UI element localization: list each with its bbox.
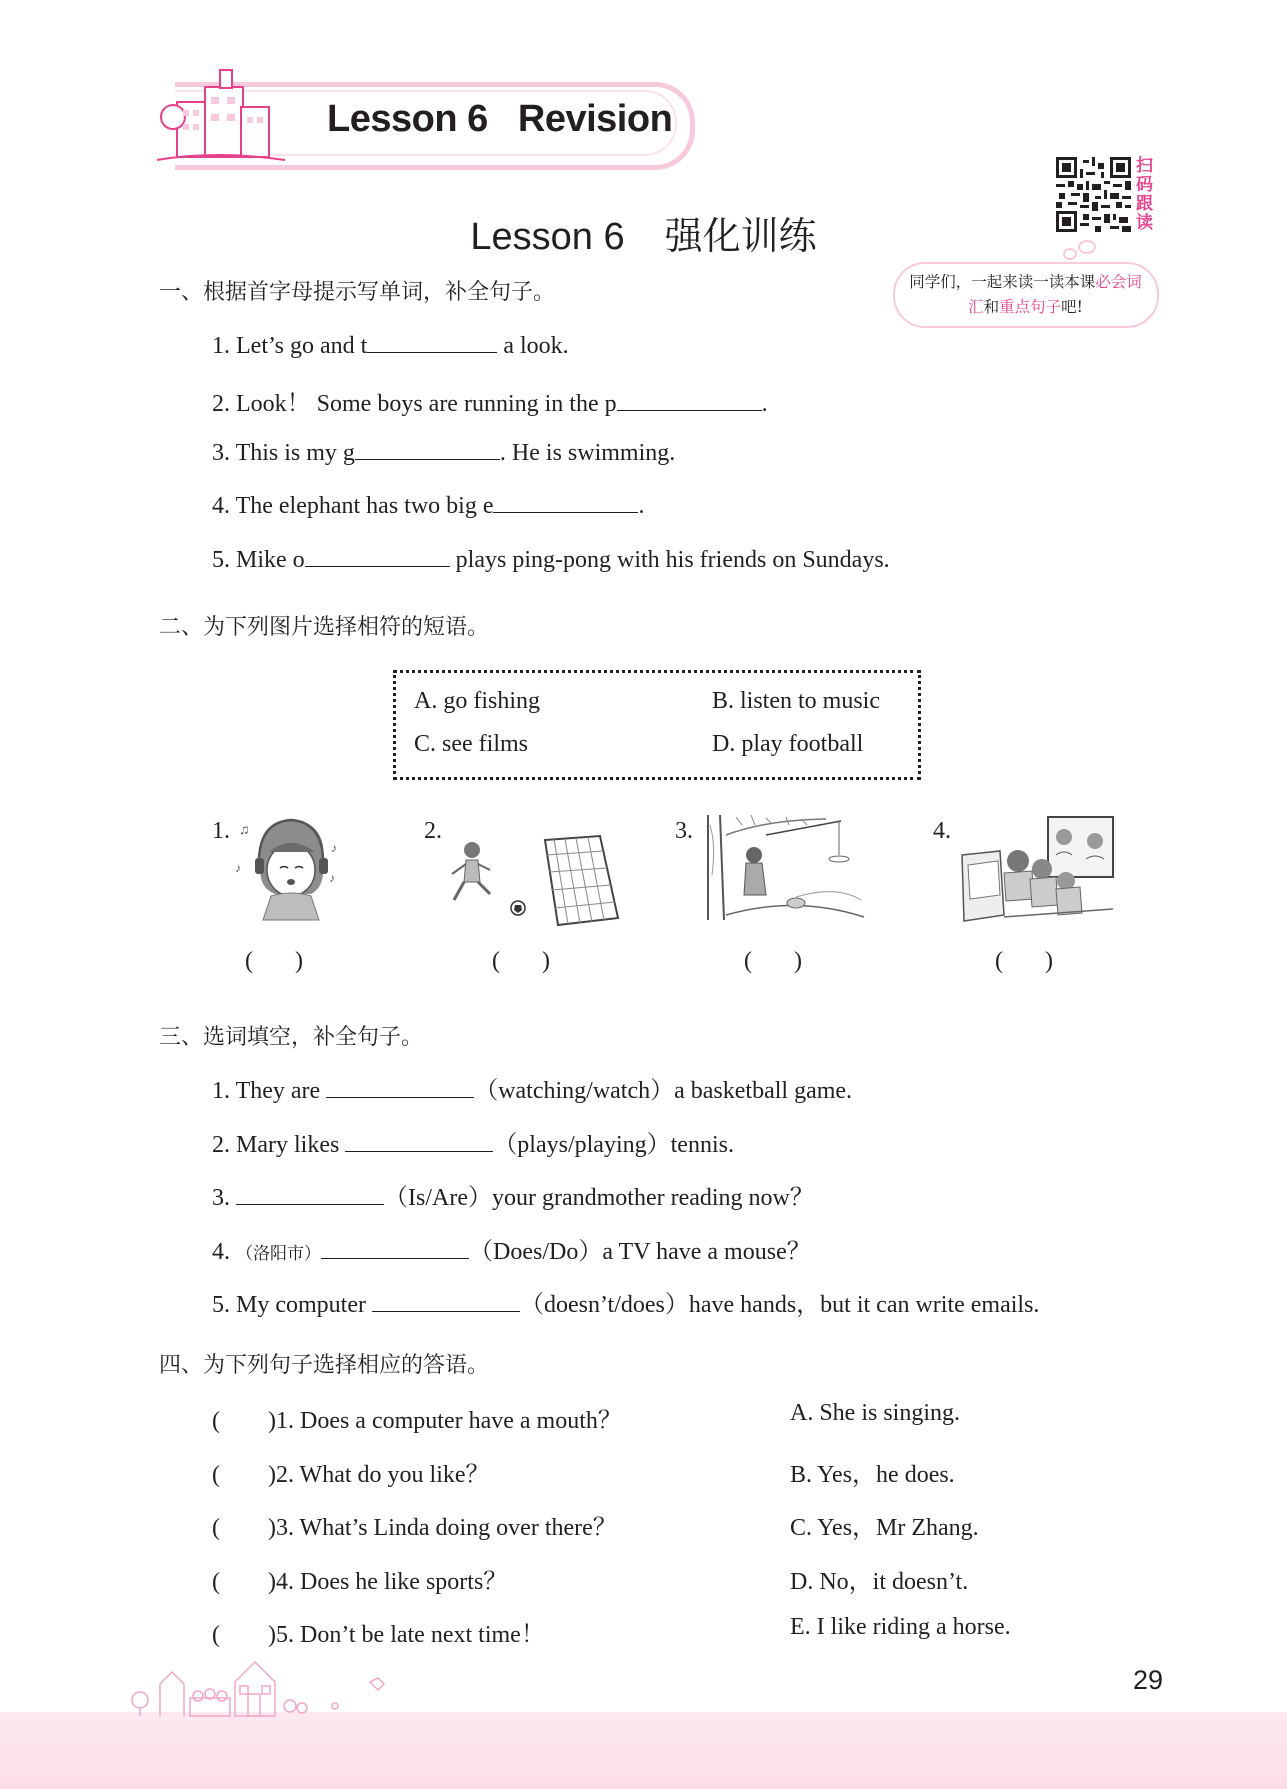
picture-number-3: 3. [675,818,693,844]
answer-blank[interactable] [372,1289,520,1312]
answer-blank[interactable] [617,388,762,411]
option-b: B. listen to music [712,688,880,714]
answer-blank[interactable] [236,1182,384,1205]
s1-question-4: 4. The elephant has two big e . [212,490,644,520]
picture-answer-2[interactable]: ( ) [492,948,550,974]
boy-football-goal-icon [450,830,620,930]
svg-text:♪: ♪ [329,871,335,885]
s1-question-3: 3. This is my g . He is swimming. [212,437,675,467]
answer-blank[interactable] [321,1236,469,1259]
picture-answer-1[interactable]: ( ) [245,948,303,974]
picture-number-1: 1. [212,818,230,844]
picture-number-4: 4. [933,818,951,844]
answer-blank[interactable] [326,1075,474,1098]
section2-heading: 二、为下列图片选择相符的短语。 [159,615,490,640]
s4-answer-c: C. Yes，Mr Zhang. [790,1515,979,1541]
answer-blank[interactable] [493,490,638,513]
answer-blank[interactable] [355,437,500,460]
answer-blank[interactable] [367,330,497,353]
answer-paren[interactable]: ( ) [212,1569,276,1595]
city-buildings-icon [155,62,290,167]
answer-paren[interactable]: ( ) [212,1622,276,1648]
s4-answer-d: D. No，it doesn’t. [790,1569,969,1595]
svg-text:♪: ♪ [235,861,241,875]
s1-question-5: 5. Mike o plays ping-pong with his friends on Sundays. [212,544,890,574]
region-tag: （洛阳市） [236,1244,321,1264]
picture-number-2: 2. [424,818,442,844]
section4-heading: 四、为下列句子选择相应的答语。 [159,1353,490,1378]
picture-answer-3[interactable]: ( ) [744,948,802,974]
town-decoration-icon [120,1648,400,1718]
picture-answer-4[interactable]: ( ) [995,948,1053,974]
s3-question-1: 1. They are （watching/watch）a basketball game. [212,1070,852,1105]
svg-text:♫: ♫ [239,823,250,838]
page-number: 29 [1133,1665,1164,1695]
answer-paren[interactable]: ( ) [212,1408,276,1434]
s4-question-5: ( )5. Don’t be late next time！ [212,1622,545,1648]
svg-text:♪: ♪ [331,841,337,855]
s4-question-3: ( )3. What’s Linda doing over there？ [212,1515,617,1541]
footer-band [0,1712,1287,1789]
s4-question-2: ( )2. What do you like？ [212,1462,490,1488]
cinema-audience-icon [960,815,1115,925]
section1-heading: 一、根据首字母提示写单词，补全句子。 [159,280,556,305]
option-a: A. go fishing [414,688,540,714]
s4-answer-e: E. I like riding a horse. [790,1614,1011,1640]
s3-question-2: 2. Mary likes （plays/playing）tennis. [212,1124,734,1159]
answer-paren[interactable]: ( ) [212,1515,276,1541]
girl-fishing-icon [706,815,866,923]
s3-question-3: 3. （Is/Are）your grandmother reading now？ [212,1177,814,1212]
option-c: C. see films [414,731,528,757]
s4-question-1: ( )1. Does a computer have a mouth？ [212,1408,622,1434]
answer-blank[interactable] [305,544,450,567]
s4-answer-b: B. Yes，he does. [790,1462,955,1488]
answer-blank[interactable] [345,1129,493,1152]
s4-question-4: ( )4. Does he like sports？ [212,1569,508,1595]
scan-label: 扫 码 跟 读 [1136,156,1153,233]
s1-question-1: 1. Let’s go and t a look. [212,330,569,360]
section3-heading: 三、选词填空，补全句子。 [159,1025,424,1050]
phrase-options-box [393,670,921,780]
bubble-text: 同学们，一起来读一读本课必会词汇和重点句子吧! [909,273,1142,316]
page-title: Lesson 6 强化训练 [470,214,817,258]
s3-question-5: 5. My computer （doesn’t/does）have hands，but it can write emails. [212,1284,1039,1319]
s3-question-4: 4. （洛阳市） （Does/Do）a TV have a mouse？ [212,1231,811,1266]
option-d: D. play football [712,731,864,757]
s4-answer-a: A. She is singing. [790,1400,961,1426]
answer-paren[interactable]: ( ) [212,1462,276,1488]
banner-title: Lesson 6 Revision [327,98,673,140]
girl-headphones-icon [233,812,348,924]
s1-question-2: 2. Look！ Some boys are running in the p . [212,383,768,418]
